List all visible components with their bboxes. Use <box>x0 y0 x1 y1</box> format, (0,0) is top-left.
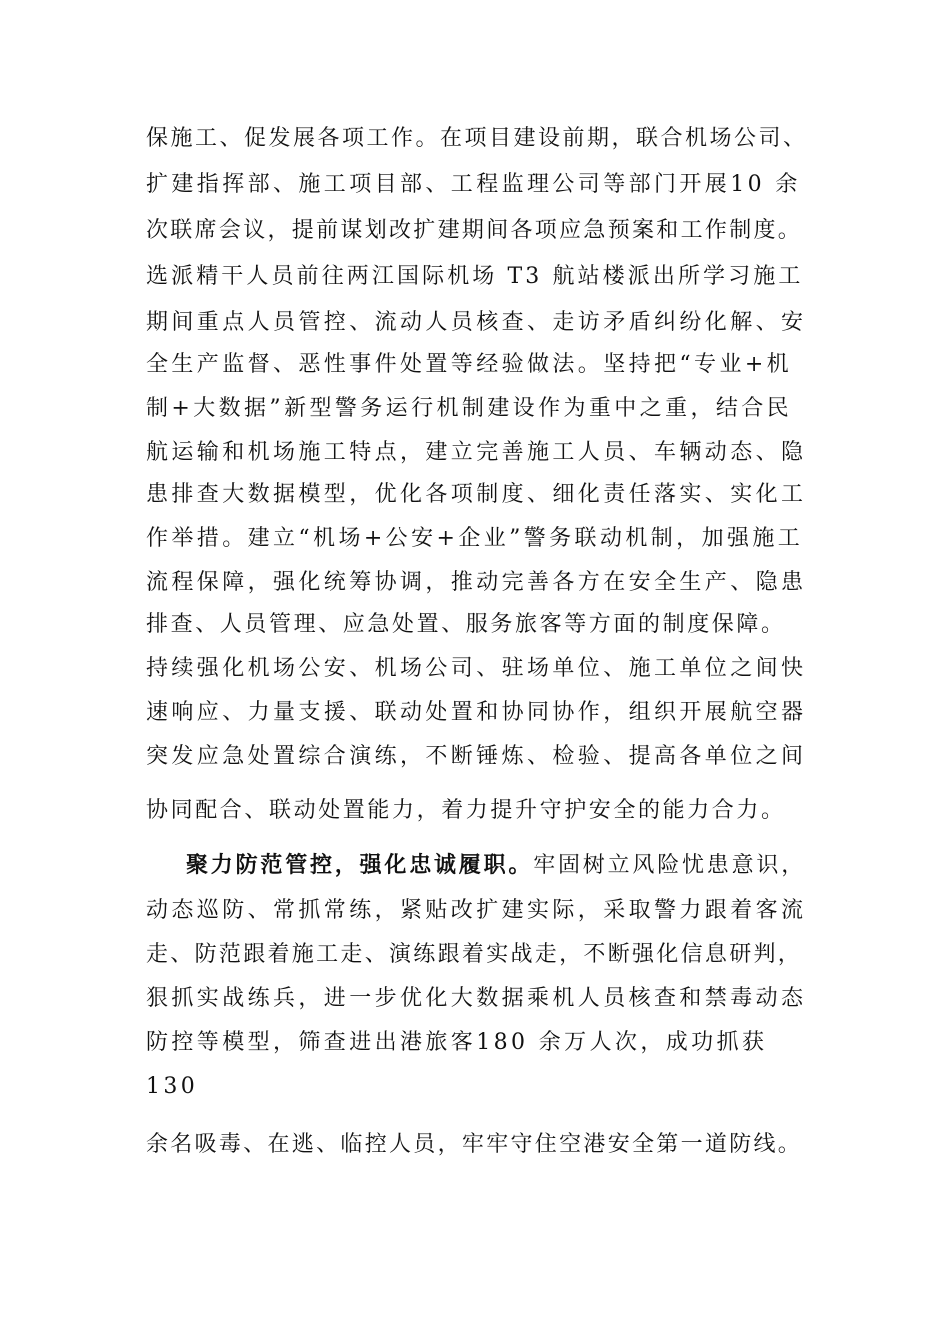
text-line: 患排查大数据模型，优化各项制度、细化责任落实、实化工 <box>146 482 807 507</box>
text-line: 协同配合、联动处置能力，着力提升守护安全的能力合力。 <box>146 798 786 823</box>
text-line: 突发应急处置综合演练，不断锤炼、检验、提高各单位之间 <box>146 744 807 769</box>
paragraph-heading-rest: 牢固树立风险忧患意识， <box>533 853 807 878</box>
text-line: 狠抓实战练兵，进一步优化大数据乘机人员核查和禁毒动态 <box>146 986 807 1011</box>
text-line: 流程保障，强化统筹协调，推动完善各方在安全生产、隐患 <box>146 570 807 595</box>
text-line: 扩建指挥部、施工项目部、工程监理公司等部门开展10 余 <box>146 172 801 197</box>
text-line: 动态巡防、常抓常练，紧贴改扩建实际，采取警力跟着客流 <box>146 898 807 923</box>
text-line: 次联席会议，提前谋划改扩建期间各项应急预案和工作制度。 <box>146 218 803 243</box>
text-line: 走、防范跟着施工走、演练跟着实战走，不断强化信息研判， <box>146 942 803 967</box>
text-line: 选派精干人员前往两江国际机场 T3 航站楼派出所学习施工 <box>146 264 804 289</box>
text-line: 全生产监督、恶性事件处置等经验做法。坚持把“专业+机 <box>146 352 793 377</box>
text-line: 余名吸毒、在逃、临控人员，牢牢守住空港安全第一道防线。 <box>146 1132 803 1157</box>
paragraph-heading-line <box>186 850 806 881</box>
text-line: 130 <box>146 1074 199 1099</box>
text-line: 航运输和机场施工特点，建立完善施工人员、车辆动态、隐 <box>146 440 807 465</box>
text-line: 持续强化机场公安、机场公司、驻场单位、施工单位之间快 <box>146 656 807 681</box>
text-line: 排查、人员管理、应急处置、服务旅客等方面的制度保障。 <box>146 612 786 637</box>
text-line: 期间重点人员管控、流动人员核查、走访矛盾纠纷化解、安 <box>146 310 807 335</box>
text-line: 防控等模型，筛查进出港旅客180 余万人次，成功抓获 <box>146 1030 768 1055</box>
text-line: 作举措。建立“机场+公安+企业”警务联动机制，加强施工 <box>146 526 804 551</box>
paragraph-heading: 聚力防范管控，强化忠诚履职。 <box>186 852 534 878</box>
text-line: 速响应、力量支援、联动处置和协同协作，组织开展航空器 <box>146 700 807 725</box>
text-line: 保施工、促发展各项工作。在项目建设前期，联合机场公司、 <box>146 126 808 151</box>
text-line: 制+大数据”新型警务运行机制建设作为重中之重，结合民 <box>146 396 793 421</box>
